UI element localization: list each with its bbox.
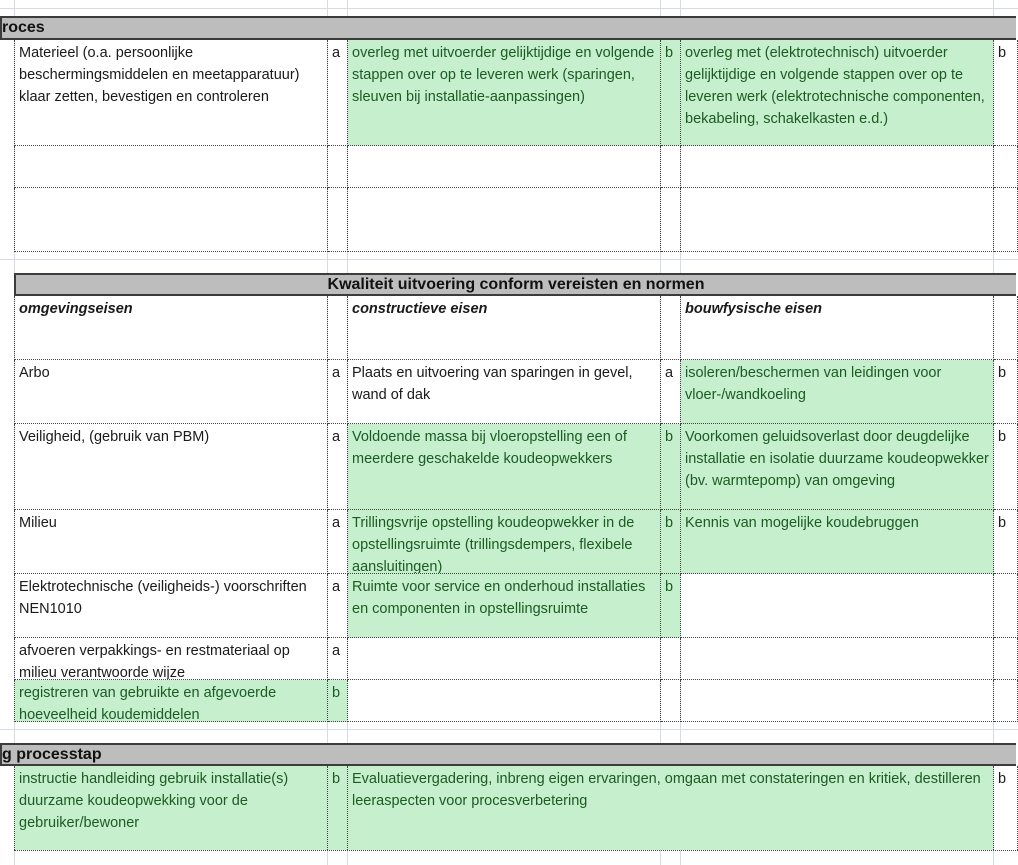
letter-a: a bbox=[328, 360, 348, 424]
section-header-kwaliteit bbox=[14, 273, 1016, 296]
cell-afvoeren: afvoeren verpakkings- en restmateriaal op milieu verantwoorde wijze bbox=[14, 638, 328, 680]
empty-cell bbox=[994, 188, 1018, 252]
empty-cell bbox=[328, 188, 348, 252]
section-title: Kwaliteit uitvoering conform vereisten en normen bbox=[327, 276, 705, 293]
empty-cell bbox=[661, 680, 681, 722]
cell-isoleren: isoleren/beschermen van leidingen voor vloer-/wandkoeling bbox=[681, 360, 994, 424]
empty-cell bbox=[348, 146, 661, 188]
letter-b: b bbox=[994, 766, 1018, 850]
letter-a: a bbox=[661, 360, 681, 424]
empty-cell bbox=[348, 638, 661, 680]
cell-registreren: registreren van gebruikte en afgevoerde hoeveelheid koudemiddelen bbox=[14, 680, 328, 722]
empty-cell bbox=[661, 296, 681, 360]
empty-cell bbox=[681, 188, 994, 252]
letter-b: b bbox=[994, 40, 1018, 146]
empty-cell bbox=[994, 574, 1018, 638]
letter-b: b bbox=[661, 510, 681, 574]
cell-sparingen: Plaats en uitvoering van sparingen in gevel, wand of dak bbox=[348, 360, 661, 424]
empty-cell bbox=[994, 638, 1018, 680]
empty-cell bbox=[681, 680, 994, 722]
empty-cell bbox=[681, 574, 994, 638]
empty-cell bbox=[328, 296, 348, 360]
cell-elektrotechnische: Elektrotechnische (veiligheids-) voorschriften NEN1010 bbox=[14, 574, 328, 638]
section-header-processtap bbox=[0, 743, 1016, 766]
table-bottom-border bbox=[14, 850, 1018, 851]
empty-cell bbox=[348, 680, 661, 722]
cell-geluidsoverlast: Voorkomen geluidsoverlast door deugdelijke installatie en isolatie duurzame koudeopwekker (bv. warmtepomp) van omgeving bbox=[681, 424, 994, 510]
header-omgevingseisen: omgevingseisen bbox=[14, 296, 328, 360]
cell-materieel: Materieel (o.a. persoonlijke beschermingsmiddelen en meetapparatuur) klaar zetten, bevestigen en controleren bbox=[14, 40, 328, 146]
cell-milieu: Milieu bbox=[14, 510, 328, 574]
empty-cell bbox=[994, 680, 1018, 722]
cell-overleg-elektro: overleg met (elektrotechnisch) uitvoerder gelijktijdige en volgende stappen over op te leveren werk (elektrotechnische componenten, bekabeling, schakelkasten e.d.) bbox=[681, 40, 994, 146]
letter-a: a bbox=[328, 638, 348, 680]
empty-cell bbox=[661, 146, 681, 188]
empty-cell bbox=[994, 296, 1018, 360]
cell-trillingsvrij: Trillingsvrije opstelling koudeopwekker in de opstellingsruimte (trillingsdempers, flexibele aansluitingen) bbox=[348, 510, 661, 574]
section-title: g processtap bbox=[2, 746, 102, 763]
section-header-proces bbox=[0, 16, 1016, 40]
cell-massa: Voldoende massa bij vloeropstelling een of meerdere geschakelde koudeopwekkers bbox=[348, 424, 661, 510]
header-bouwfysische-eisen: bouwfysische eisen bbox=[681, 296, 994, 360]
cell-arbo: Arbo bbox=[14, 360, 328, 424]
grid-row-line bbox=[0, 729, 1018, 730]
empty-cell bbox=[328, 146, 348, 188]
letter-a: a bbox=[328, 40, 348, 146]
header-constructieve-eisen: constructieve eisen bbox=[348, 296, 661, 360]
empty-cell bbox=[661, 188, 681, 252]
empty-cell bbox=[681, 146, 994, 188]
empty-cell bbox=[14, 188, 328, 252]
empty-cell bbox=[681, 638, 994, 680]
letter-b: b bbox=[661, 424, 681, 510]
section-title: roces bbox=[2, 19, 45, 36]
cell-instructie: instructie handleiding gebruik installatie(s) duurzame koudeopwekking voor de gebruiker/bewoner bbox=[14, 766, 328, 850]
letter-b: b bbox=[994, 424, 1018, 510]
cell-koudebruggen: Kennis van mogelijke koudebruggen bbox=[681, 510, 994, 574]
empty-cell bbox=[14, 146, 328, 188]
letter-a: a bbox=[328, 510, 348, 574]
grid-row-line bbox=[0, 259, 1018, 260]
letter-b: b bbox=[328, 766, 348, 850]
letter-b: b bbox=[661, 40, 681, 146]
letter-a: a bbox=[328, 574, 348, 638]
empty-cell bbox=[348, 188, 661, 252]
letter-b: b bbox=[994, 510, 1018, 574]
letter-a: a bbox=[328, 424, 348, 510]
cell-overleg-uitvoerder: overleg met uitvoerder gelijktijdige en volgende stappen over op te leveren werk (sparingen, sleuven bij installatie-aanpassingen) bbox=[348, 40, 661, 146]
letter-b: b bbox=[328, 680, 348, 722]
letter-b: b bbox=[661, 574, 681, 638]
cell-evaluatievergadering: Evaluatievergadering, inbreng eigen ervaringen, omgaan met constateringen en kritiek, destilleren leeraspecten voor procesverbetering bbox=[348, 766, 994, 850]
empty-cell bbox=[994, 146, 1018, 188]
letter-b: b bbox=[994, 360, 1018, 424]
grid-row-line bbox=[0, 8, 1018, 9]
cell-ruimte-service: Ruimte voor service en onderhoud installaties en componenten in opstellingsruimte bbox=[348, 574, 661, 638]
empty-cell bbox=[661, 638, 681, 680]
cell-veiligheid: Veiligheid, (gebruik van PBM) bbox=[14, 424, 328, 510]
